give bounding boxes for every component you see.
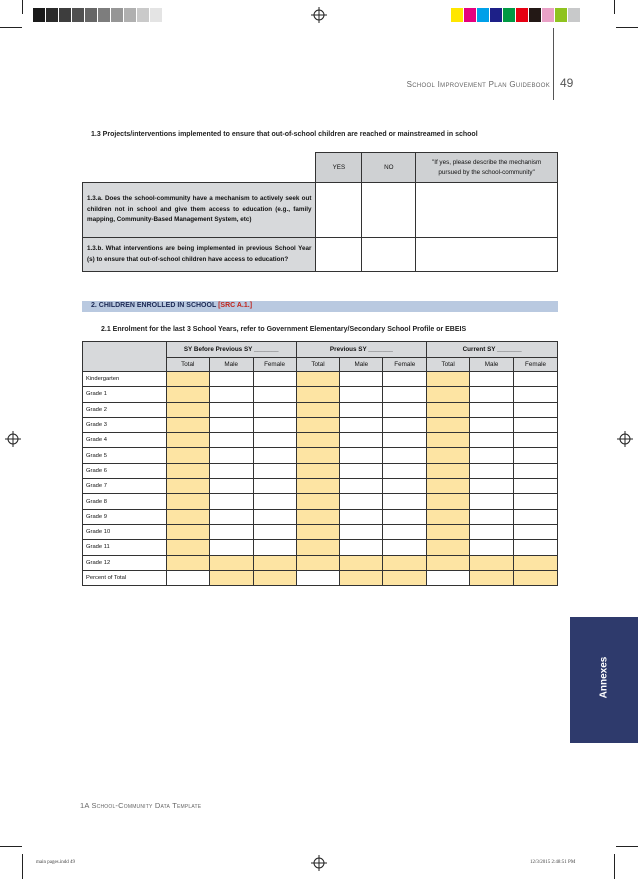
- enrolment-cell[interactable]: [427, 417, 470, 432]
- table-row: [83, 387, 558, 402]
- enrolment-cell[interactable]: [340, 509, 383, 524]
- enrolment-cell[interactable]: [166, 372, 209, 387]
- table-row: [83, 524, 558, 539]
- grade-label: Grade 1: [83, 387, 167, 402]
- subheader-female: Female: [514, 358, 558, 372]
- enrolment-cell[interactable]: [253, 433, 296, 448]
- enrolment-cell[interactable]: [253, 540, 296, 555]
- subheader-female: Female: [383, 358, 427, 372]
- enrolment-cell[interactable]: [296, 524, 340, 539]
- enrolment-cell[interactable]: [209, 433, 253, 448]
- subheader-total: Total: [427, 358, 470, 372]
- enrolment-cell[interactable]: [383, 479, 427, 494]
- enrolment-cell[interactable]: [427, 387, 470, 402]
- enrolment-cell[interactable]: [209, 555, 253, 570]
- enrolment-cell[interactable]: [209, 540, 253, 555]
- enrolment-cell[interactable]: [470, 509, 514, 524]
- enrolment-cell[interactable]: [470, 540, 514, 555]
- crop-mark: [616, 27, 638, 28]
- table-row: [83, 463, 558, 478]
- grade-label: Grade 12: [83, 555, 167, 570]
- enrolment-cell[interactable]: [470, 417, 514, 432]
- color-swatch: [33, 8, 46, 22]
- table-row: [83, 372, 558, 387]
- enrolment-cell[interactable]: [383, 417, 427, 432]
- color-swatch: [111, 8, 124, 22]
- enrolment-cell[interactable]: [166, 402, 209, 417]
- enrolment-cell[interactable]: [340, 555, 383, 570]
- grade-label: Grade 7: [83, 479, 167, 494]
- enrolment-cell[interactable]: [427, 555, 470, 570]
- enrolment-cell[interactable]: [166, 540, 209, 555]
- enrolment-cell[interactable]: [514, 479, 558, 494]
- enrolment-cell[interactable]: [383, 372, 427, 387]
- enrolment-cell[interactable]: [514, 509, 558, 524]
- enrolment-cell[interactable]: [166, 463, 209, 478]
- enrolment-cell[interactable]: [166, 524, 209, 539]
- enrolment-cell[interactable]: [383, 540, 427, 555]
- color-swatch: [516, 8, 529, 22]
- registration-mark-icon: [617, 431, 633, 447]
- table-row: [83, 509, 558, 524]
- section-2-title: [91, 302, 252, 309]
- enrolment-cell[interactable]: [383, 570, 427, 585]
- enrolment-cell[interactable]: [296, 509, 340, 524]
- enrolment-cell[interactable]: [253, 463, 296, 478]
- color-swatch: [85, 8, 98, 22]
- color-swatch: [451, 8, 464, 22]
- enrolment-cell[interactable]: [296, 387, 340, 402]
- enrolment-cell[interactable]: [427, 479, 470, 494]
- enrolment-cell[interactable]: [427, 524, 470, 539]
- enrolment-cell[interactable]: [253, 524, 296, 539]
- color-swatch: [98, 8, 111, 22]
- enrolment-cell[interactable]: [470, 402, 514, 417]
- enrolment-cell[interactable]: [427, 509, 470, 524]
- group-header-sy-before-previous: SY Before Previous SY _______: [166, 342, 296, 358]
- table-row: [83, 479, 558, 494]
- subheader-female: Female: [253, 358, 296, 372]
- enrolment-cell[interactable]: [340, 433, 383, 448]
- group-header-current-sy: Current SY _______: [427, 342, 558, 358]
- enrolment-cell[interactable]: [340, 417, 383, 432]
- table-row: [83, 417, 558, 432]
- header-divider: [553, 28, 554, 100]
- registration-mark-icon: [5, 431, 21, 447]
- enrolment-cell[interactable]: [470, 479, 514, 494]
- answer-no-cell[interactable]: [362, 183, 416, 238]
- crop-mark: [614, 0, 615, 14]
- grade-label: Percent of Total: [83, 570, 167, 585]
- enrolment-cell[interactable]: [296, 448, 340, 463]
- color-swatch: [555, 8, 568, 22]
- color-swatch: [568, 8, 581, 22]
- enrolment-cell[interactable]: [427, 448, 470, 463]
- mechanism-cell[interactable]: [416, 183, 558, 238]
- registration-mark-icon: [311, 7, 327, 23]
- crop-mark: [22, 0, 23, 14]
- enrolment-cell[interactable]: [296, 433, 340, 448]
- enrolment-cell[interactable]: [470, 372, 514, 387]
- column-header-mechanism: "If yes, please describe the mechanism pursued by the school-community": [416, 153, 558, 183]
- enrolment-cell[interactable]: [340, 463, 383, 478]
- enrolment-cell[interactable]: [427, 463, 470, 478]
- enrolment-cell[interactable]: [166, 509, 209, 524]
- enrolment-cell[interactable]: [296, 417, 340, 432]
- enrolment-cell[interactable]: [340, 479, 383, 494]
- grade-label: Kindergarten: [83, 372, 167, 387]
- subheader-male: Male: [470, 358, 514, 372]
- enrolment-cell[interactable]: [209, 509, 253, 524]
- enrolment-cell[interactable]: [470, 570, 514, 585]
- enrolment-cell[interactable]: [470, 494, 514, 509]
- crop-mark: [614, 854, 615, 879]
- enrolment-cell[interactable]: [383, 433, 427, 448]
- column-header-yes: YES: [316, 153, 362, 183]
- enrolment-cell[interactable]: [427, 570, 470, 585]
- enrolment-cell[interactable]: [514, 372, 558, 387]
- enrolment-cell[interactable]: [383, 494, 427, 509]
- enrolment-table: [82, 341, 558, 586]
- enrolment-cell[interactable]: [340, 494, 383, 509]
- enrolment-cell[interactable]: [383, 555, 427, 570]
- enrolment-cell[interactable]: [470, 463, 514, 478]
- table-row: [83, 570, 558, 585]
- enrolment-cell[interactable]: [514, 448, 558, 463]
- enrolment-cell[interactable]: [383, 387, 427, 402]
- enrolment-cell[interactable]: [340, 540, 383, 555]
- grade-label: Grade 5: [83, 448, 167, 463]
- answer-no-cell[interactable]: [362, 238, 416, 272]
- enrolment-cell[interactable]: [514, 402, 558, 417]
- enrolment-cell[interactable]: [209, 402, 253, 417]
- enrolment-cell[interactable]: [514, 417, 558, 432]
- enrolment-cell[interactable]: [470, 448, 514, 463]
- process-color-bar: [451, 8, 581, 22]
- color-swatch: [150, 8, 163, 22]
- grade-label: Grade 10: [83, 524, 167, 539]
- enrolment-cell[interactable]: [253, 479, 296, 494]
- enrolment-cell[interactable]: [340, 387, 383, 402]
- section-1-3-title: 1.3 Projects/interventions implemented to ensure that out-of-school children are reached or mainstreamed in school: [91, 131, 478, 138]
- color-swatch: [163, 8, 176, 22]
- color-swatch: [124, 8, 137, 22]
- table-row: [83, 555, 558, 570]
- enrolment-cell[interactable]: [253, 417, 296, 432]
- grade-label: Grade 3: [83, 417, 167, 432]
- enrolment-cell[interactable]: [253, 387, 296, 402]
- file-slug: main pages.indd 49: [36, 860, 76, 865]
- grade-label: Grade 6: [83, 463, 167, 478]
- enrolment-cell[interactable]: [340, 402, 383, 417]
- enrolment-cell[interactable]: [470, 387, 514, 402]
- enrolment-cell[interactable]: [253, 402, 296, 417]
- enrolment-cell[interactable]: [296, 570, 340, 585]
- crop-mark: [0, 846, 22, 847]
- color-swatch: [529, 8, 542, 22]
- enrolment-cell[interactable]: [253, 509, 296, 524]
- column-header-no: NO: [362, 153, 416, 183]
- color-swatch: [490, 8, 503, 22]
- enrolment-cell[interactable]: [340, 372, 383, 387]
- subheader-total: Total: [296, 358, 340, 372]
- crop-mark: [0, 27, 22, 28]
- enrolment-cell[interactable]: [209, 463, 253, 478]
- enrolment-cell[interactable]: [427, 402, 470, 417]
- enrolment-cell[interactable]: [296, 555, 340, 570]
- enrolment-cell[interactable]: [209, 479, 253, 494]
- interventions-table: [82, 152, 558, 272]
- grade-label: Grade 9: [83, 509, 167, 524]
- enrolment-cell[interactable]: [209, 494, 253, 509]
- color-swatch: [137, 8, 150, 22]
- table-row: [83, 433, 558, 448]
- timestamp-slug: 12/3/2015 2:48:51 PM: [530, 860, 576, 865]
- enrolment-cell[interactable]: [427, 540, 470, 555]
- enrolment-cell[interactable]: [514, 463, 558, 478]
- section-2-1-title: 2.1 Enrolment for the last 3 School Years, refer to Government Elementary/Secondary School Profile or EBEIS: [101, 326, 467, 333]
- enrolment-cell[interactable]: [514, 387, 558, 402]
- enrolment-cell[interactable]: [209, 417, 253, 432]
- table-row: [83, 448, 558, 463]
- enrolment-cell[interactable]: [470, 524, 514, 539]
- enrolment-cell[interactable]: [514, 524, 558, 539]
- enrolment-cell[interactable]: [340, 448, 383, 463]
- enrolment-cell[interactable]: [209, 387, 253, 402]
- grade-label: Grade 2: [83, 402, 167, 417]
- enrolment-cell[interactable]: [514, 540, 558, 555]
- enrolment-cell[interactable]: [383, 463, 427, 478]
- table-corner: [83, 342, 167, 372]
- enrolment-cell[interactable]: [209, 448, 253, 463]
- subheader-male: Male: [340, 358, 383, 372]
- enrolment-cell[interactable]: [253, 555, 296, 570]
- group-header-previous-sy: Previous SY _______: [296, 342, 427, 358]
- enrolment-cell[interactable]: [427, 494, 470, 509]
- enrolment-cell[interactable]: [296, 402, 340, 417]
- color-swatch: [503, 8, 516, 22]
- color-swatch: [59, 8, 72, 22]
- table-row: [83, 494, 558, 509]
- enrolment-cell[interactable]: [340, 570, 383, 585]
- grade-label: Grade 8: [83, 494, 167, 509]
- subheader-male: Male: [209, 358, 253, 372]
- enrolment-cell[interactable]: [296, 540, 340, 555]
- footer-title: 1A School-Community Data Template: [80, 801, 202, 810]
- page-number: 49: [560, 76, 574, 90]
- enrolment-cell[interactable]: [253, 494, 296, 509]
- question-1-3-a: 1.3.a. Does the school-community have a mechanism to actively seek out children not in school and give them access to education (e.g., family mapping, Community-Based Management System, etc): [83, 183, 316, 238]
- grade-label: Grade 11: [83, 540, 167, 555]
- enrolment-cell[interactable]: [166, 555, 209, 570]
- enrolment-cell[interactable]: [383, 524, 427, 539]
- enrolment-cell[interactable]: [253, 570, 296, 585]
- crop-mark: [616, 846, 638, 847]
- enrolment-cell[interactable]: [383, 402, 427, 417]
- enrolment-cell[interactable]: [514, 494, 558, 509]
- enrolment-cell[interactable]: [296, 372, 340, 387]
- running-head: School Improvement Plan Guidebook: [406, 80, 550, 89]
- table-row: [83, 540, 558, 555]
- enrolment-cell[interactable]: [514, 555, 558, 570]
- color-swatch: [542, 8, 555, 22]
- enrolment-cell[interactable]: [514, 433, 558, 448]
- enrolment-cell[interactable]: [209, 372, 253, 387]
- enrolment-cell[interactable]: [296, 463, 340, 478]
- answer-yes-cell[interactable]: [316, 183, 362, 238]
- enrolment-cell[interactable]: [296, 479, 340, 494]
- enrolment-cell[interactable]: [427, 372, 470, 387]
- enrolment-cell[interactable]: [166, 479, 209, 494]
- enrolment-cell[interactable]: [253, 448, 296, 463]
- registration-mark-icon: [311, 855, 327, 871]
- enrolment-cell[interactable]: [166, 417, 209, 432]
- enrolment-cell[interactable]: [383, 448, 427, 463]
- enrolment-cell[interactable]: [427, 433, 470, 448]
- grade-label: Grade 4: [83, 433, 167, 448]
- color-swatch: [464, 8, 477, 22]
- enrolment-cell[interactable]: [514, 570, 558, 585]
- color-swatch: [46, 8, 59, 22]
- annexes-tab-label: Annexes: [598, 656, 610, 699]
- question-1-3-b: 1.3.b. What interventions are being implemented in previous School Year (s) to ensure that out-of-school children have access to education?: [83, 238, 316, 272]
- enrolment-cell[interactable]: [209, 524, 253, 539]
- color-swatch: [477, 8, 490, 22]
- enrolment-cell[interactable]: [166, 433, 209, 448]
- color-swatch: [72, 8, 85, 22]
- enrolment-cell[interactable]: [340, 524, 383, 539]
- mechanism-cell[interactable]: [416, 238, 558, 272]
- enrolment-cell[interactable]: [253, 372, 296, 387]
- enrolment-cell[interactable]: [470, 433, 514, 448]
- enrolment-cell[interactable]: [166, 387, 209, 402]
- table-corner: [83, 153, 316, 183]
- enrolment-cell[interactable]: [166, 448, 209, 463]
- grayscale-color-bar: [33, 8, 176, 22]
- answer-yes-cell[interactable]: [316, 238, 362, 272]
- crop-mark: [22, 854, 23, 879]
- enrolment-cell[interactable]: [296, 494, 340, 509]
- enrolment-cell[interactable]: [166, 570, 209, 585]
- section-2-source-ref: [SRC A.1.]: [218, 302, 253, 309]
- enrolment-cell[interactable]: [383, 509, 427, 524]
- table-row: [83, 402, 558, 417]
- enrolment-cell[interactable]: [209, 570, 253, 585]
- enrolment-table-body: [83, 372, 558, 586]
- subheader-total: Total: [166, 358, 209, 372]
- enrolment-cell[interactable]: [166, 494, 209, 509]
- enrolment-cell[interactable]: [470, 555, 514, 570]
- section-2-title-text: 2. CHILDREN ENROLLED IN SCHOOL: [91, 302, 217, 309]
